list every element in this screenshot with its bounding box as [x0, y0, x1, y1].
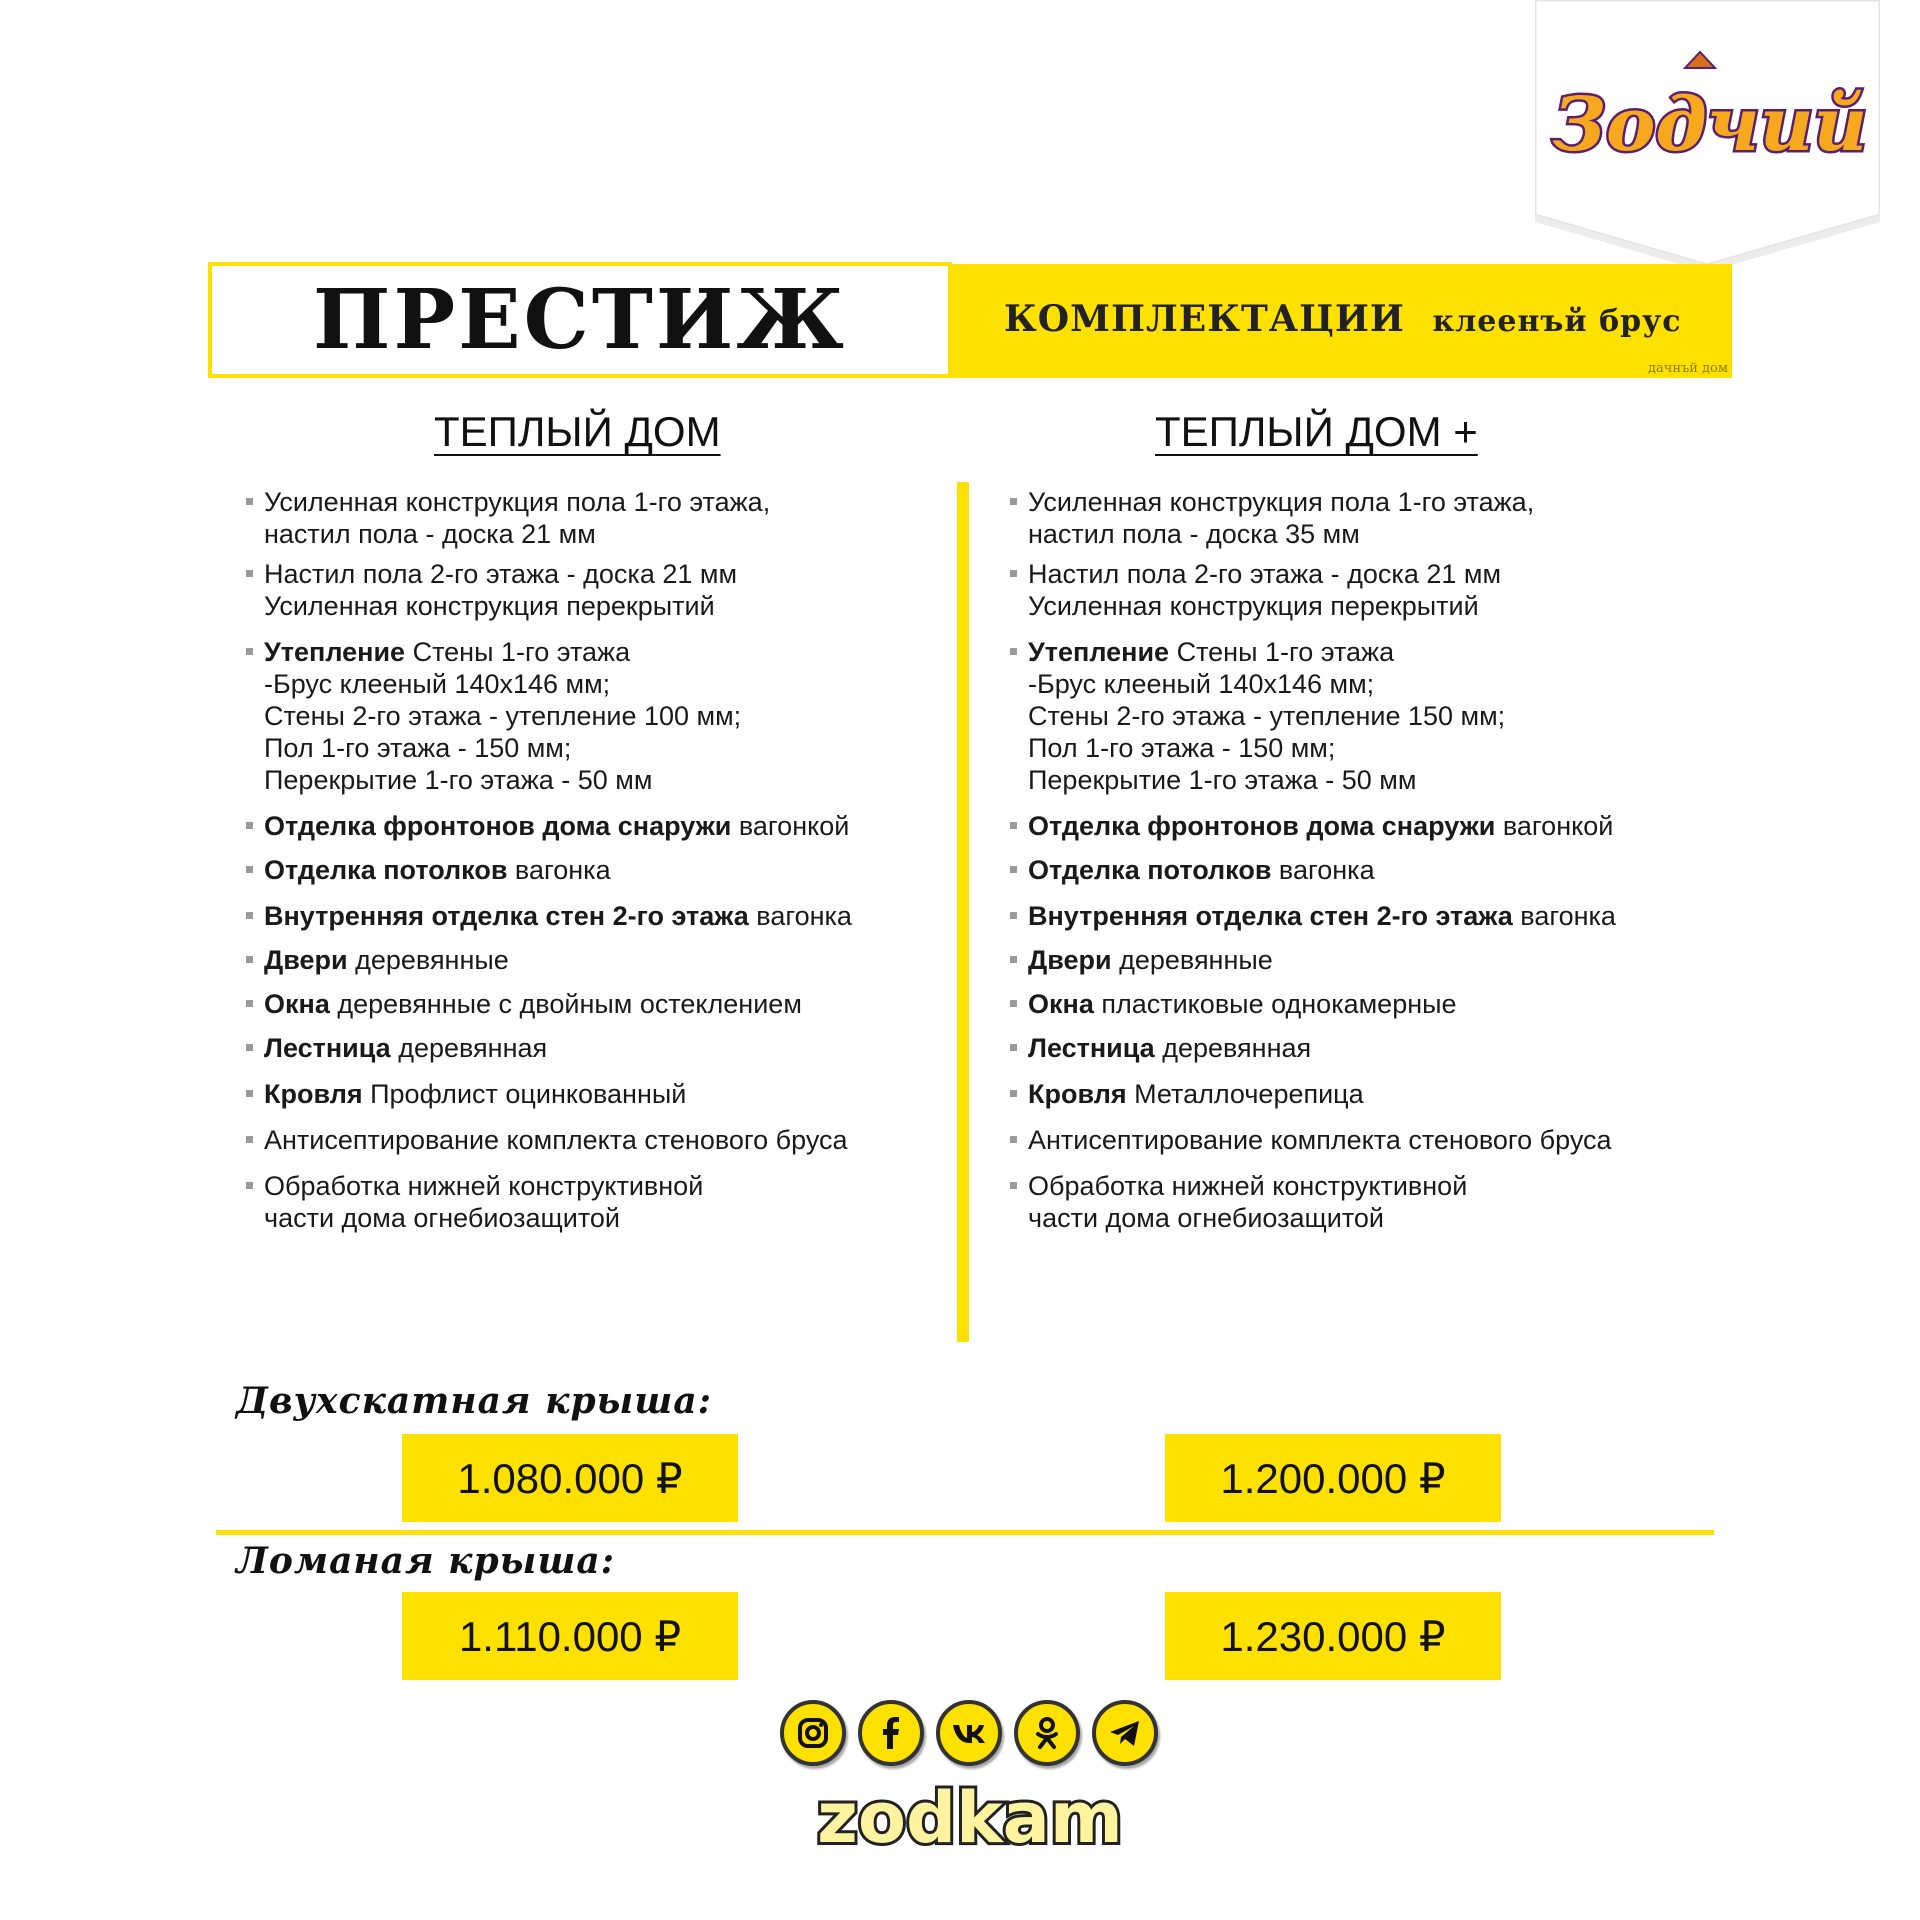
spec-item-text: Стены 1-го этажа [405, 637, 631, 667]
spec-item-bold: Двери [1028, 945, 1112, 975]
spec-item-bold: Отделка фронтонов дома снаружи [1028, 811, 1496, 841]
spec-item-line [1028, 1078, 1710, 1110]
spec-item-text: деревянная [390, 1033, 548, 1063]
spec-item-text: Настил пола 2-го этажа - доска 21 мм [264, 559, 738, 589]
spec-item-line [1028, 900, 1710, 932]
spec-item-line: части дома огнебиозащитой [1028, 1203, 1384, 1233]
spec-item-bold: Окна [264, 989, 330, 1019]
bullet-icon [246, 1044, 253, 1051]
spec-item [1010, 558, 1710, 622]
spec-item-line [1028, 854, 1710, 886]
spec-item [246, 900, 946, 932]
column-divider [957, 482, 969, 1342]
spec-item-line: Стены 2-го этажа - утепление 100 мм; [264, 701, 742, 731]
spec-item-text: вагонка [507, 855, 611, 885]
spec-item-text: Обработка нижней конструктивной [264, 1171, 704, 1201]
spec-item-text: вагонка [748, 901, 852, 931]
spec-item-line [264, 1170, 946, 1202]
spec-item [1010, 1078, 1710, 1110]
price-divider [216, 1530, 1714, 1535]
spec-item [1010, 1032, 1710, 1064]
spec-item [1010, 1170, 1710, 1234]
spec-item [246, 988, 946, 1020]
spec-item-line: Стены 2-го этажа - утепление 150 мм; [1028, 701, 1506, 731]
spec-item-line: настил пола - доска 35 мм [1028, 519, 1360, 549]
spec-item-bold: Внутренняя отделка стен 2-го этажа [264, 901, 749, 931]
bullet-icon [246, 570, 253, 577]
spec-item-text: Антисептирование комплекта стенового бруса [264, 1125, 848, 1155]
bullet-icon [1010, 648, 1017, 655]
spec-item [246, 1032, 946, 1064]
spec-item-line [1028, 636, 1710, 668]
komplektacii-text [1004, 298, 1682, 340]
spec-item-bold: Отделка потолков [1028, 855, 1272, 885]
spec-item-line: -Брус клееный 140х146 мм; [264, 669, 611, 699]
spec-item-line [1028, 988, 1710, 1020]
spec-item-text: Стены 1-го этажа [1169, 637, 1395, 667]
spec-item-line [1028, 944, 1710, 976]
spec-item-line [264, 636, 946, 668]
bullet-icon [246, 1000, 253, 1007]
spec-item [1010, 636, 1710, 796]
spec-item-line [1028, 1124, 1710, 1156]
spec-item-line: Перекрытие 1-го этажа - 50 мм [264, 765, 653, 795]
spec-item-line [264, 1124, 946, 1156]
spec-item-line: Пол 1-го этажа - 150 мм; [1028, 733, 1336, 763]
spec-item-bold: Утепление [264, 637, 406, 667]
spec-item-line [264, 944, 946, 976]
spec-item-line: Пол 1-го этажа - 150 мм; [264, 733, 572, 763]
bullet-icon [1010, 570, 1017, 577]
spec-item [1010, 486, 1710, 550]
spec-item-line: Перекрытие 1-го этажа - 50 мм [1028, 765, 1417, 795]
spec-list-left [246, 486, 946, 1234]
spec-item-line [264, 1032, 946, 1064]
spec-item [246, 854, 946, 886]
spec-item [246, 486, 946, 550]
spec-item-line [264, 900, 946, 932]
bullet-icon [246, 866, 253, 873]
spec-item-text: вагонка [1512, 901, 1616, 931]
bullet-icon [1010, 498, 1017, 505]
spec-item-text: деревянные [1111, 945, 1273, 975]
spec-item-line: Усиленная конструкция перекрытий [1028, 591, 1479, 621]
material-label: клеенъй брус [1432, 304, 1682, 339]
spec-item-line [1028, 1032, 1710, 1064]
spec-item-line [264, 486, 946, 518]
spec-item-line [264, 854, 946, 886]
bullet-icon [1010, 956, 1017, 963]
spec-item [246, 1078, 946, 1110]
mansard-roof-label: Ломаная крыша: [236, 1540, 616, 1582]
facebook-icon[interactable] [858, 1700, 924, 1766]
social-handle-text: zodkam [817, 1780, 1123, 1859]
spec-item-line [264, 1078, 946, 1110]
komplektacii-banner [952, 264, 1732, 378]
spec-item-text: Антисептирование комплекта стенового бруса [1028, 1125, 1612, 1155]
spec-item-text: Профлист оцинкованный [362, 1079, 687, 1109]
spec-item [1010, 900, 1710, 932]
spec-item [1010, 944, 1710, 976]
spec-item-bold: Двери [264, 945, 348, 975]
spec-item-line: Усиленная конструкция перекрытий [264, 591, 715, 621]
spec-item-line [264, 558, 946, 590]
spec-item [1010, 810, 1710, 842]
bullet-icon [246, 912, 253, 919]
spec-item-text: Обработка нижней конструктивной [1028, 1171, 1468, 1201]
price-gable-left: 1.080.000 ₽ [402, 1434, 738, 1522]
spec-item-bold: Внутренняя отделка стен 2-го этажа [1028, 901, 1513, 931]
bullet-icon [1010, 866, 1017, 873]
spec-item-line [264, 810, 946, 842]
spec-item-line [1028, 558, 1710, 590]
spec-item-bold: Отделка фронтонов дома снаружи [264, 811, 732, 841]
spec-item-line [1028, 1170, 1710, 1202]
spec-item-line [1028, 486, 1710, 518]
spec-item-bold: Лестница [264, 1033, 391, 1063]
logo-text: Зодчий [1552, 82, 1868, 168]
spec-item [1010, 988, 1710, 1020]
bullet-icon [1010, 822, 1017, 829]
spec-item-text: Усиленная конструкция пола 1-го этажа, [1028, 487, 1535, 517]
bullet-icon [246, 498, 253, 505]
spec-item-bold: Окна [1028, 989, 1094, 1019]
bullet-icon [1010, 912, 1017, 919]
price-mansard-left: 1.110.000 ₽ [402, 1592, 738, 1680]
spec-item-text: деревянная [1154, 1033, 1312, 1063]
column-title-left: ТЕПЛЫЙ ДОМ [434, 408, 721, 455]
bullet-icon [1010, 1182, 1017, 1189]
column-title-right: ТЕПЛЫЙ ДОМ + [1155, 408, 1478, 455]
spec-item-text: Металлочерепица [1126, 1079, 1364, 1109]
spec-item-text: вагонкой [731, 811, 850, 841]
spec-item-text: вагонка [1271, 855, 1375, 885]
spec-item [246, 944, 946, 976]
social-handle [800, 1780, 1140, 1860]
spec-item-bold: Отделка потолков [264, 855, 508, 885]
spec-item [1010, 1124, 1710, 1156]
spec-item-bold: Утепление [1028, 637, 1170, 667]
vk-icon[interactable] [936, 1700, 1002, 1766]
logo-banner [1535, 0, 1880, 265]
spec-item-line [264, 988, 946, 1020]
spec-list-right [1010, 486, 1710, 1234]
bullet-icon [1010, 1090, 1017, 1097]
spec-item-text: Настил пола 2-го этажа - доска 21 мм [1028, 559, 1502, 589]
spec-item-bold: Кровля [1028, 1079, 1127, 1109]
price-mansard-right: 1.230.000 ₽ [1165, 1592, 1501, 1680]
spec-item [246, 1170, 946, 1234]
title-box [208, 262, 952, 378]
telegram-icon[interactable] [1092, 1700, 1158, 1766]
bullet-icon [246, 648, 253, 655]
spec-item [246, 810, 946, 842]
bullet-icon [246, 1090, 253, 1097]
bullet-icon [1010, 1044, 1017, 1051]
bullet-icon [1010, 1000, 1017, 1007]
spec-item-text: пластиковые однокамерные [1093, 989, 1457, 1019]
bullet-icon [246, 1182, 253, 1189]
komplektacii-label: КОМПЛЕКТАЦИИ [1004, 298, 1405, 340]
spec-item-bold: Лестница [1028, 1033, 1155, 1063]
dachny-label: дачнъй дом [1647, 361, 1728, 376]
page-title: ПРЕСТИЖ [313, 272, 847, 368]
bullet-icon [246, 1136, 253, 1143]
spec-item-bold: Кровля [264, 1079, 363, 1109]
spec-item-text: деревянные с двойным остеклением [329, 989, 802, 1019]
spec-item [246, 636, 946, 796]
bullet-icon [246, 956, 253, 963]
bullet-icon [1010, 1136, 1017, 1143]
spec-item-line: настил пола - доска 21 мм [264, 519, 596, 549]
instagram-icon[interactable] [780, 1700, 846, 1766]
spec-item [246, 1124, 946, 1156]
spec-item-line: -Брус клееный 140х146 мм; [1028, 669, 1375, 699]
spec-item-text: Усиленная конструкция пола 1-го этажа, [264, 487, 771, 517]
gable-roof-label: Двухскатная крыша: [236, 1380, 712, 1422]
spec-item-text: деревянные [347, 945, 509, 975]
bullet-icon [246, 822, 253, 829]
spec-item [1010, 854, 1710, 886]
spec-item-text: вагонкой [1495, 811, 1614, 841]
spec-item-line [1028, 810, 1710, 842]
price-gable-right: 1.200.000 ₽ [1165, 1434, 1501, 1522]
spec-item-line: части дома огнебиозащитой [264, 1203, 620, 1233]
odnoklassniki-icon[interactable] [1014, 1700, 1080, 1766]
spec-item [246, 558, 946, 622]
